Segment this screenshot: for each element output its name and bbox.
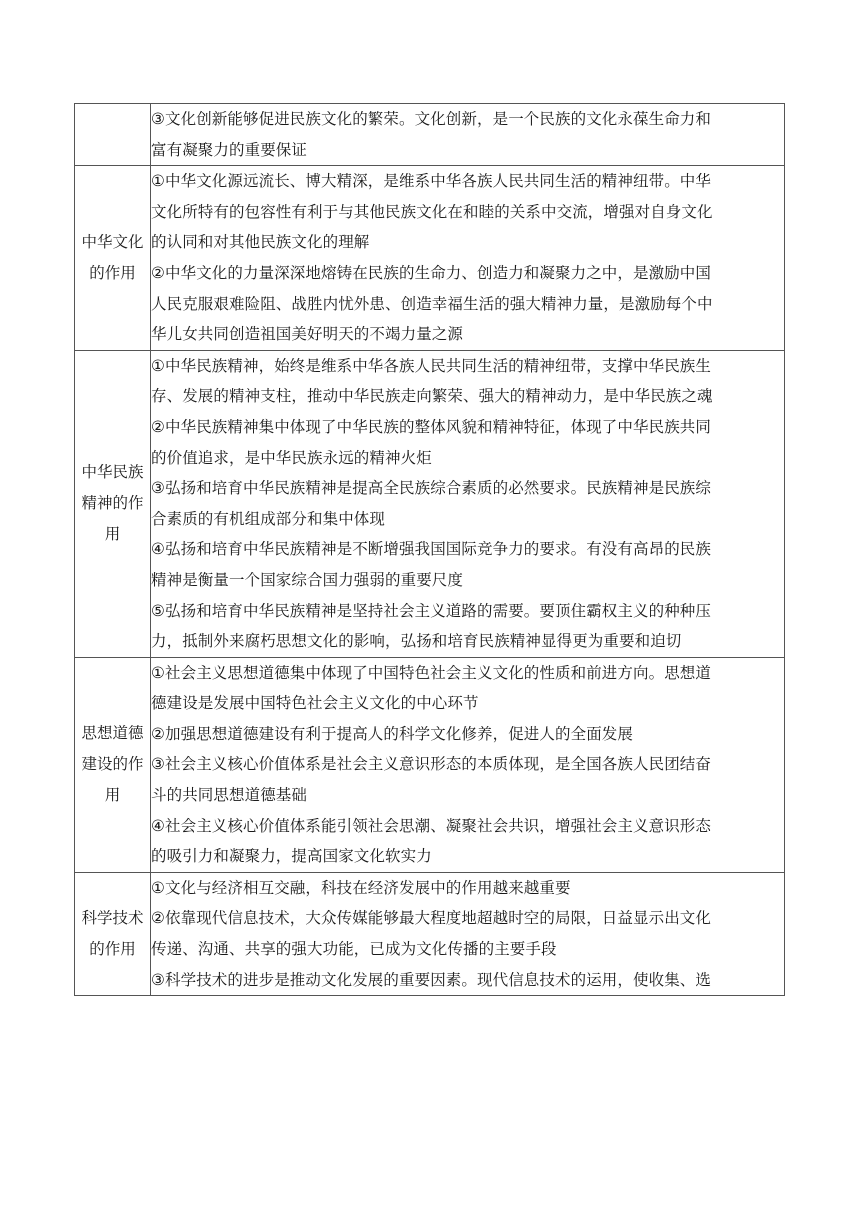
table-row: [75, 350, 785, 657]
topic-cell: 思想道德建设的作用: [75, 657, 151, 872]
content-line: 精神是衡量一个国家综合国力强弱的重要尺度: [151, 570, 464, 589]
topic-cell: 中华文化的作用: [75, 166, 151, 351]
content-line: 德建设是发展中国特色社会主义文化的中心环节: [151, 694, 479, 713]
content-line: ①社会主义思想道德集中体现了中国特色社会主义文化的性质和前进方向。思想道: [151, 663, 711, 682]
content-line: ③社会主义核心价值体系是社会主义意识形态的本质体现，是全国各族人民团结奋: [151, 755, 711, 774]
content-line: 文化所特有的包容性有利于与其他民族文化在和睦的关系中交流，增强对自身文化: [151, 202, 713, 221]
content-line: 人民克服艰难险阻、战胜内忧外患、创造幸福生活的强大精神力量，是激励每个中: [151, 294, 713, 313]
content-line: ③文化创新能够促进民族文化的繁荣。文化创新，是一个民族的文化永葆生命力和: [151, 110, 711, 128]
content-line: 传递、沟通、共享的强大功能，已成为文化传播的主要手段: [151, 940, 557, 959]
content-line: ①文化与经济相互交融，科技在经济发展中的作用越来越重要: [151, 878, 571, 897]
content-line: ④社会主义核心价值体系能引领社会思潮、凝聚社会共识，增强社会主义意识形态: [151, 816, 711, 835]
content-line: 合素质的有机组成部分和集中体现: [151, 509, 386, 528]
content-line: ①中华文化源远流长、博大精深，是维系中华各族人民共同生活的精神纽带。中华: [151, 172, 711, 191]
table-row: [75, 657, 785, 872]
content-line: 的价值追求，是中华民族永远的精神火炬: [151, 448, 432, 467]
table-row: [75, 104, 785, 166]
content-line: 存、发展的精神支柱，推动中华民族走向繁荣、强大的精神动力，是中华民族之魂: [151, 387, 713, 406]
content-line: ③弘扬和培育中华民族精神是提高全民族综合素质的必然要求。民族精神是民族综: [151, 479, 711, 498]
content-line: ②依靠现代信息技术，大众传媒能够最大程度地超越时空的局限，日益显示出文化: [151, 909, 711, 928]
content-line: 华儿女共同创造祖国美好明天的不竭力量之源: [151, 325, 464, 344]
table-row: [75, 872, 785, 995]
content-cell: [151, 166, 785, 351]
table-row: [75, 166, 785, 351]
content-line: ④弘扬和培育中华民族精神是不断增强我国国际竞争力的要求。有没有高昂的民族: [151, 540, 711, 559]
content-table: [74, 103, 785, 996]
content-line: ③科学技术的进步是推动文化发展的重要因素。现代信息技术的运用，使收集、选: [151, 970, 711, 989]
content-cell: [151, 657, 785, 872]
content-cell: [151, 104, 785, 166]
content-line: ②中华文化的力量深深地熔铸在民族的生命力、创造力和凝聚力之中，是激励中国: [151, 263, 711, 282]
content-line: ⑤弘扬和培育中华民族精神是坚持社会主义道路的需要。要顶住霸权主义的种种压: [151, 601, 711, 620]
content-line: 的吸引力和凝聚力，提高国家文化软实力: [151, 847, 432, 866]
content-line: 力，抵制外来腐朽思想文化的影响，弘扬和培育民族精神显得更为重要和迫切: [151, 632, 682, 651]
content-line: 富有凝聚力的重要保证: [151, 140, 308, 159]
content-line: 的认同和对其他民族文化的理解: [151, 233, 370, 252]
content-line: ②中华民族精神集中体现了中华民族的整体风貌和精神特征，体现了中华民族共同: [151, 417, 711, 436]
content-line: ①中华民族精神，始终是维系中华各族人民共同生活的精神纽带，支撑中华民族生: [151, 356, 711, 375]
content-line: 斗的共同思想道德基础: [151, 786, 308, 805]
topic-cell: 中华民族精神的作用: [75, 350, 151, 657]
content-cell: [151, 350, 785, 657]
content-cell: [151, 872, 785, 995]
content-line: ②加强思想道德建设有利于提高人的科学文化修养，促进人的全面发展: [151, 724, 633, 743]
topic-cell: [75, 104, 151, 166]
topic-cell: 科学技术的作用: [75, 872, 151, 995]
